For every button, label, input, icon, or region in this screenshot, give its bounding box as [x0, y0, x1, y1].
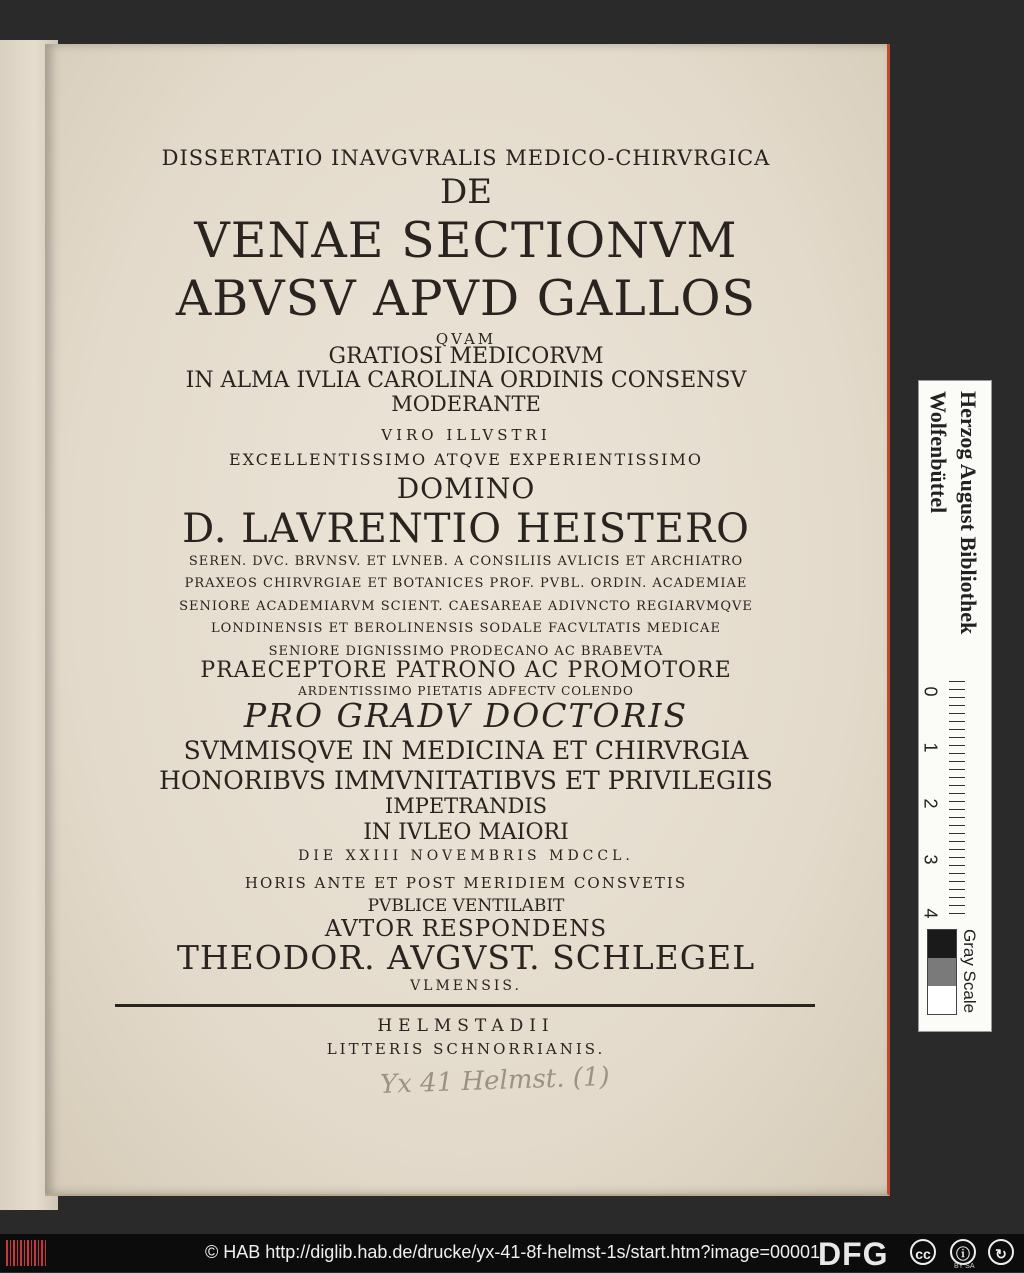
- by-icon: ⓘ: [950, 1239, 976, 1265]
- title-line-date: DIE XXIII NOVEMBRIS MDCCL.: [298, 848, 634, 864]
- title-line-autor: AVTOR RESPONDENS: [324, 916, 608, 942]
- title-rule: [115, 1004, 815, 1007]
- cc-icon: cc: [910, 1239, 936, 1265]
- title-line-main-2: ABVSV APVD GALLOS: [175, 270, 757, 327]
- title-line-alma: IN ALMA IVLIA CAROLINA ORDINIS CONSENSV: [185, 368, 747, 393]
- title-line-iuleo: IN IVLEO MAIORI: [363, 820, 569, 845]
- ruler-number: 4: [920, 908, 941, 919]
- title-line-seniore-2: SENIORE DIGNISSIMO PRODECANO AC BRABEVTA: [268, 644, 664, 659]
- barcode-icon: [6, 1240, 46, 1266]
- ruler-scale: [920, 681, 945, 921]
- title-line-praxeos: PRAXEOS CHIRVRGIAE ET BOTANICES PROF. PVBL. ORDIN. ACADEMIAE: [184, 576, 748, 591]
- dfg-logo: DFG: [818, 1236, 889, 1272]
- title-line-publice: PVBLICE VENTILABIT: [367, 896, 565, 916]
- library-city: Wolfenbüttel: [926, 391, 951, 514]
- handwritten-shelfmark: Yx 41 Helmst. (1): [379, 1062, 611, 1100]
- title-line-seniore-1: SENIORE ACADEMIARVM SCIENT. CAESAREAE ADIVNCTO REGIARVMQVE: [179, 599, 753, 614]
- title-line-viro: VIRO ILLVSTRI: [381, 426, 551, 444]
- title-line-moderante: MODERANTE: [391, 392, 541, 416]
- ruler-number: 2: [920, 798, 941, 809]
- gray-patch-light: [928, 986, 956, 1014]
- license-text: BY SA: [954, 1263, 975, 1270]
- copyright-link[interactable]: © HAB http://diglib.hab.de/drucke/yx-41-8f-helmst-1s/start.htm?image=00001: [205, 1242, 821, 1262]
- ruler-ticks: [949, 681, 965, 921]
- title-line-genre: DISSERTATIO INAVGVRALIS MEDICO-CHIRVRGICA: [161, 146, 771, 170]
- imprint-printer: LITTERIS SCHNORRIANIS.: [326, 1040, 606, 1058]
- ruler-number: 0: [920, 686, 941, 697]
- ruler-number: 3: [920, 854, 941, 865]
- title-line-domino: DOMINO: [396, 472, 536, 505]
- title-page: [45, 44, 890, 1196]
- cc-license-badge[interactable]: [910, 1239, 1020, 1270]
- title-line-impetrandis: IMPETRANDIS: [384, 794, 548, 818]
- title-line-londinensis: LONDINENSIS ET BEROLINENSIS SODALE FACVLTATIS MEDICAE: [211, 621, 721, 636]
- title-line-ulmensis: VLMENSIS.: [410, 978, 522, 994]
- library-name: Herzog August Bibliothek: [956, 391, 981, 635]
- title-line-excellentissimo: EXCELLENTISSIMO ATQVE EXPERIENTISSIMO: [229, 450, 703, 469]
- gray-patch-mid: [928, 958, 956, 986]
- title-line-seren: SEREN. DVC. BRVNSV. ET LVNEB. A CONSILIIS AVLICIS ET ARCHIATRO: [188, 554, 744, 569]
- title-line-praeses: D. LAVRENTIO HEISTERO: [182, 506, 750, 552]
- gray-scale-patches: [927, 929, 957, 1015]
- title-line-main-1: VENAE SECTIONVM: [194, 212, 738, 269]
- title-line-ardentissimo: ARDENTISSIMO PIETATIS ADFECTV COLENDO: [298, 684, 634, 698]
- color-calibration-strip: [918, 380, 992, 1032]
- gray-patch-dark: [928, 930, 956, 958]
- title-line-praeceptore: PRAECEPTORE PATRONO AC PROMOTORE: [200, 658, 732, 683]
- sa-icon: ↻: [988, 1239, 1014, 1265]
- title-line-horis: HORIS ANTE ET POST MERIDIEM CONSVETIS: [244, 874, 688, 892]
- title-line-quam: QVAM: [435, 330, 497, 348]
- library-label: [919, 391, 991, 661]
- gray-scale-label: Gray Scale: [960, 929, 979, 1014]
- title-line-summisque: SVMMISQVE IN MEDICINA ET CHIRVRGIA: [183, 736, 749, 765]
- title-line-respondent: THEODOR. AVGVST. SCHLEGEL: [176, 938, 756, 977]
- ruler-number: 1: [920, 742, 941, 753]
- title-line-honoribus: HONORIBVS IMMVNITATIBVS ET PRIVILEGIIS: [159, 766, 773, 795]
- imprint-place: HELMSTADII: [377, 1016, 555, 1036]
- footer-bar: [0, 1234, 1024, 1272]
- title-line-de: DE: [439, 172, 493, 212]
- title-line-gratiosi: GRATIOSI MEDICORVM: [328, 344, 604, 369]
- title-line-gradu: PRO GRADV DOCTORIS: [243, 696, 689, 735]
